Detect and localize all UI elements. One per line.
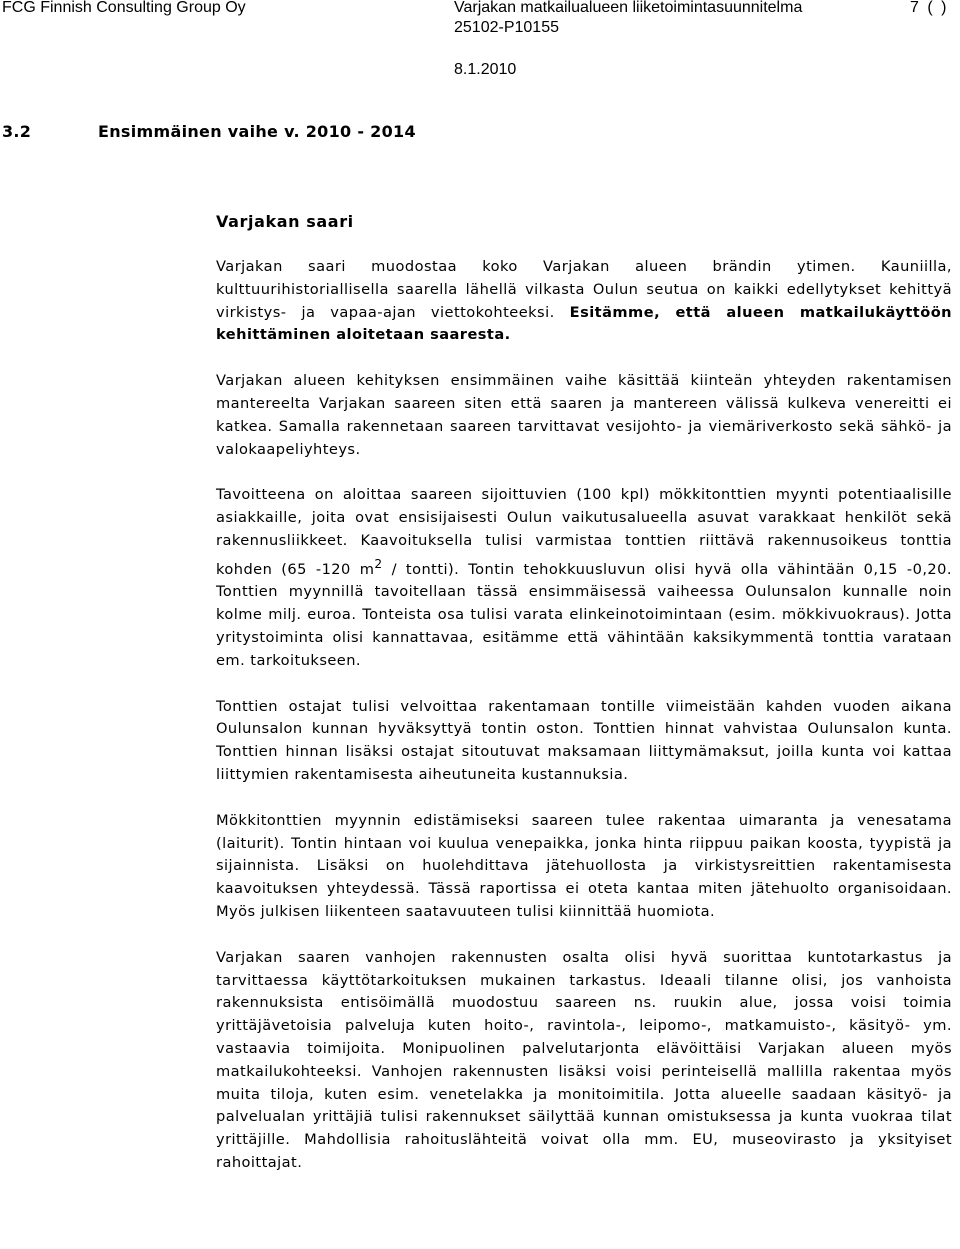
- header-document-title: Varjakan matkailualueen liiketoimintasuunnitelma: [454, 0, 803, 16]
- body-text: [216, 256, 952, 1198]
- paragraph-plot-sales: [216, 484, 952, 672]
- header-document-title-block: [454, 0, 802, 38]
- paragraph-beach-harbour: Mökkitonttien myynnin edistämiseksi saareen tulee rakentaa uimaranta ja venesatama (laiturit). Tontin hintaan voi kuulua venepaikka, jonka hinta riippuu paikan koosta, tyypistä ja sijainnista. Lisäksi on huolehdittava jätehuollosta ja virkistysreittien rakentamisesta kaavoituksen yhteydessä. Tässä raportissa ei oteta kantaa miten jätehuolto organisoidaan. Myös julkisen liikenteen saatavuuteen tulisi kiinnittää huomiota.: [216, 811, 952, 920]
- paragraph-plot-sales-text-b: / tontti). Tontin tehokkuusluvun olisi hyvä olla vähintään 0,15 -0,20. Tonttien myynnillä tavoitellaan tässä ensimmäisessä vaiheessa Oulunsalon kunnalle noin kolme milj. euroa. Tonteista osa tulisi varata elinkeinotoimintaan (esim. mökkivuokraus). Jotta yritystoiminta olisi kannattavaa, esitämme että vähintään kaksikymmentä tonttia varataan em. tarkoitukseen.: [216, 560, 952, 669]
- paragraph-buyer-obligations: Tonttien ostajat tulisi velvoittaa rakentamaan tontille viimeistään kahden vuoden aikana Oulunsalon kunnan hyväksyttyä tontin oston. Tonttien hinnat vahvistaa Oulunsalon kunta. Tonttien hinnan lisäksi ostajat sitoutuvat maksamaan liittymämaksut, joilla kunta voi kattaa liittymien rakentamisesta aiheutuneita kustannuksia.: [216, 697, 952, 783]
- section-number: 3.2: [2, 122, 32, 141]
- header-project-code: 25102-P10155: [454, 19, 559, 36]
- paragraph-intro-text: Varjakan saari muodostaa koko Varjakan alueen brändin ytimen. Kauniilla, kulttuurihistoriallisella saarella lähellä vilkasta Oulun seutua on kaikki edellytykset kehittyä virkistys- ja vapaa-ajan viettokohteeksi.: [216, 258, 952, 321]
- square-meter-superscript: 2: [374, 556, 383, 571]
- paragraph-plot-sales-text-a: Tavoitteena on aloittaa saareen sijoittuvien (100 kpl) mökkitonttien myynti potentiaalisille asiakkaille, joita ovat ensisijaisesti Oulun vaikutusalueella asuvat varakkaat henkilöt sekä rakennusliikkeet. Kaavoituksella tulisi varmistaa tonttien riittävä rakennusoikeus tonttia kohden (65 -120 m: [216, 486, 952, 578]
- subsection-heading: Varjakan saari: [216, 212, 354, 231]
- section-title: Ensimmäinen vaihe v. 2010 - 2014: [98, 122, 416, 141]
- header-page-number: 7 ( ): [910, 0, 949, 16]
- paragraph-old-buildings: Varjakan saaren vanhojen rakennusten osalta olisi hyvä suorittaa kuntotarkastus ja tarvittaessa käyttötarkoituksen mukainen tarkastus. Ideaali tilanne olisi, jos vanhoista rakennuksista entisöimällä muodostuu saareen ns. ruukin alue, jossa voisi toimia yrittäjävetoisia palveluja kuten hoito-, ravintola-, leipomo-, matkamuisto-, käsityö- ym. vastaavia toimijoita. Monipuolinen palvelutarjonta elävöittäisi Varjakan alueen myös matkailukohteeksi. Vanhojen rakennusten lisäksi voisi perinteisellä mallilla rakentaa myös muita tiloja, kuten esim. venetelakka ja monitoimitila. Jotta alueelle saadaan käsityö- ja palvelualan yrittäjiä tulisi rakennukset säilyttää kunnan omistuksessa ja kunta vuokraa tilat yrittäjille. Mahdollisia rahoituslähteitä voivat olla mm. EU, museovirasto ja yksityiset rahoittajat.: [216, 948, 952, 1171]
- header-date: 8.1.2010: [454, 61, 517, 78]
- header-company: FCG Finnish Consulting Group Oy: [2, 0, 246, 16]
- paragraph-intro-emphasis: Esitämme, että alueen matkailukäyttöön kehittäminen aloitetaan saaresta.: [216, 303, 953, 344]
- section-heading: [2, 122, 416, 142]
- paragraph-first-phase: Varjakan alueen kehityksen ensimmäinen vaihe käsittää kiinteän yhteyden rakentamisen mantereelta Varjakan saareen siten että saaren ja mantereen välissä kulkeva venereitti ei katkea. Samalla rakennetaan saareen tarvittavat vesijohto- ja viemäriverkosto sekä sähkö- ja valokaapeliyhteys.: [216, 372, 952, 458]
- paragraph-intro: [216, 256, 952, 347]
